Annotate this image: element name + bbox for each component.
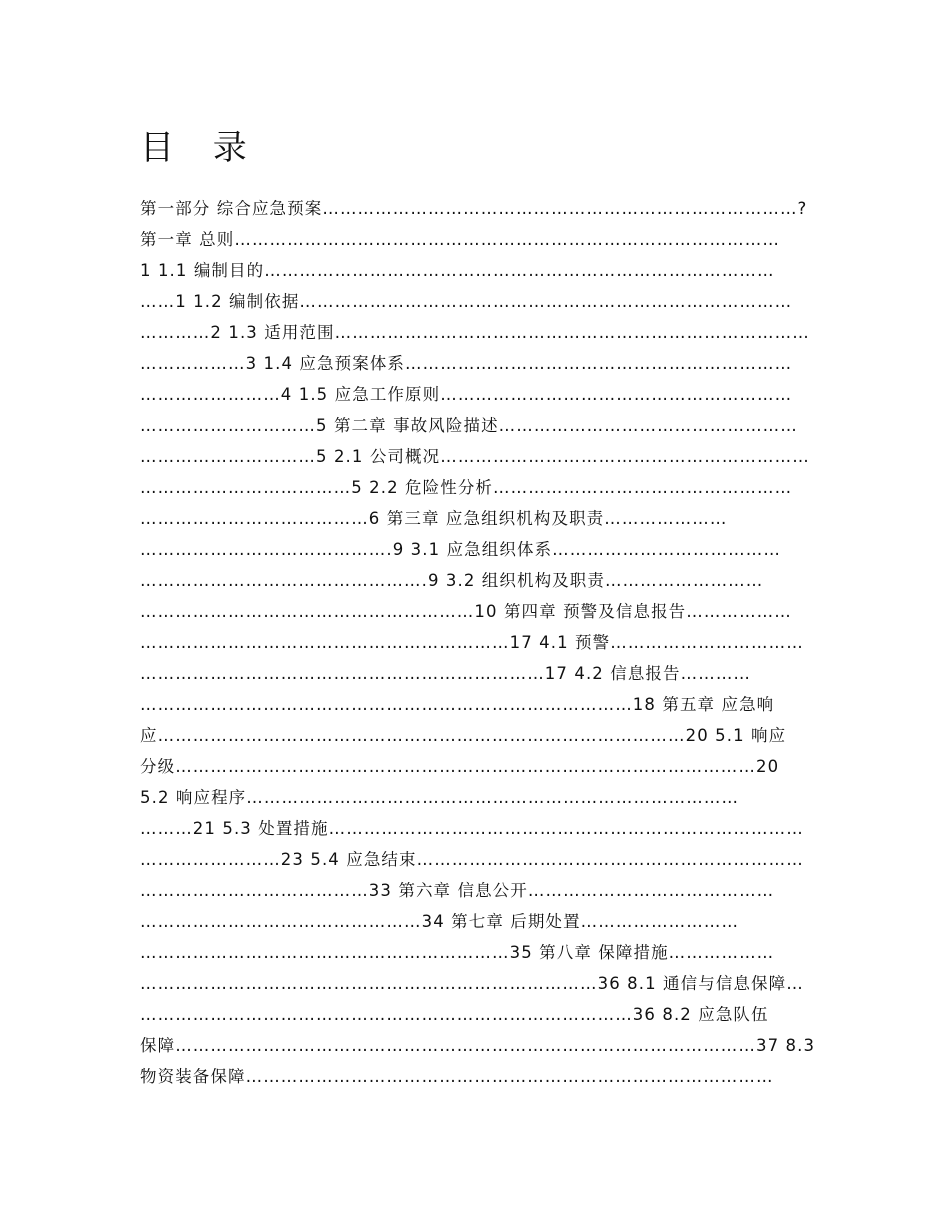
toc-line: 物资装备保障………………………………………………………………………………	[140, 1067, 774, 1086]
toc-line: …………………………………………………10 第四章 预警及信息报告………………	[140, 602, 792, 621]
toc-line: …………………………5 第二章 事故风险描述……………………………………………	[140, 416, 798, 435]
toc-line: …………………………………33 第六章 信息公开……………………………………	[140, 881, 775, 900]
toc-line: ……1 1.2 编制依据…………………………………………………………………………	[140, 292, 793, 311]
toc-line: …………………………………6 第三章 应急组织机构及职责…………………	[140, 509, 728, 528]
toc-line: 应………………………………………………………………………………20 5.1 响应	[140, 726, 787, 745]
toc-line: 第一章 总则…………………………………………………………………………………	[140, 230, 780, 249]
toc-line: 第一部分 综合应急预案………………………………………………………………………?	[140, 199, 808, 218]
toc-line: ………21 5.3 处置措施………………………………………………………………………	[140, 819, 804, 838]
toc-line: ………………………………………………………35 第八章 保障措施………………	[140, 943, 775, 962]
toc-line: ………………3 1.4 应急预案体系…………………………………………………………	[140, 354, 793, 373]
toc-line: 保障………………………………………………………………………………………37 8.3	[140, 1036, 815, 1055]
toc-line: ……………………………………………………………17 4.2 信息报告…………	[140, 664, 752, 683]
toc-line: ………………………………………….9 3.2 组织机构及职责………………………	[140, 571, 764, 590]
toc-line: ……………………4 1.5 应急工作原则……………………………………………………	[140, 385, 793, 404]
toc-line: ………………………………5 2.2 危险性分析……………………………………………	[140, 478, 793, 497]
toc-line: …………2 1.3 适用范围………………………………………………………………………	[140, 323, 810, 342]
toc-line: ………………………………………………………17 4.1 预警……………………………	[140, 633, 804, 652]
toc-line: 1 1.1 编制目的……………………………………………………………………………	[140, 261, 775, 280]
toc-line: 分级………………………………………………………………………………………20	[140, 757, 780, 776]
toc-line: ……………………23 5.4 应急结束…………………………………………………………	[140, 850, 804, 869]
table-of-contents	[140, 193, 815, 1092]
toc-line: …………………………………………………………………………18 第五章 应急响	[140, 695, 775, 714]
toc-line: …………………………………….9 3.1 应急组织体系…………………………………	[140, 540, 781, 559]
toc-line: …………………………………………………………………………36 8.2 应急队伍	[140, 1005, 769, 1024]
toc-line: ……………………………………………………………………36 8.1 通信与信息保障…	[140, 974, 804, 993]
toc-line: 5.2 响应程序…………………………………………………………………………	[140, 788, 740, 807]
toc-line: …………………………5 2.1 公司概况………………………………………………………	[140, 447, 810, 466]
toc-title: 目 录	[140, 128, 261, 168]
toc-line: …………………………………………34 第七章 后期处置………………………	[140, 912, 740, 931]
